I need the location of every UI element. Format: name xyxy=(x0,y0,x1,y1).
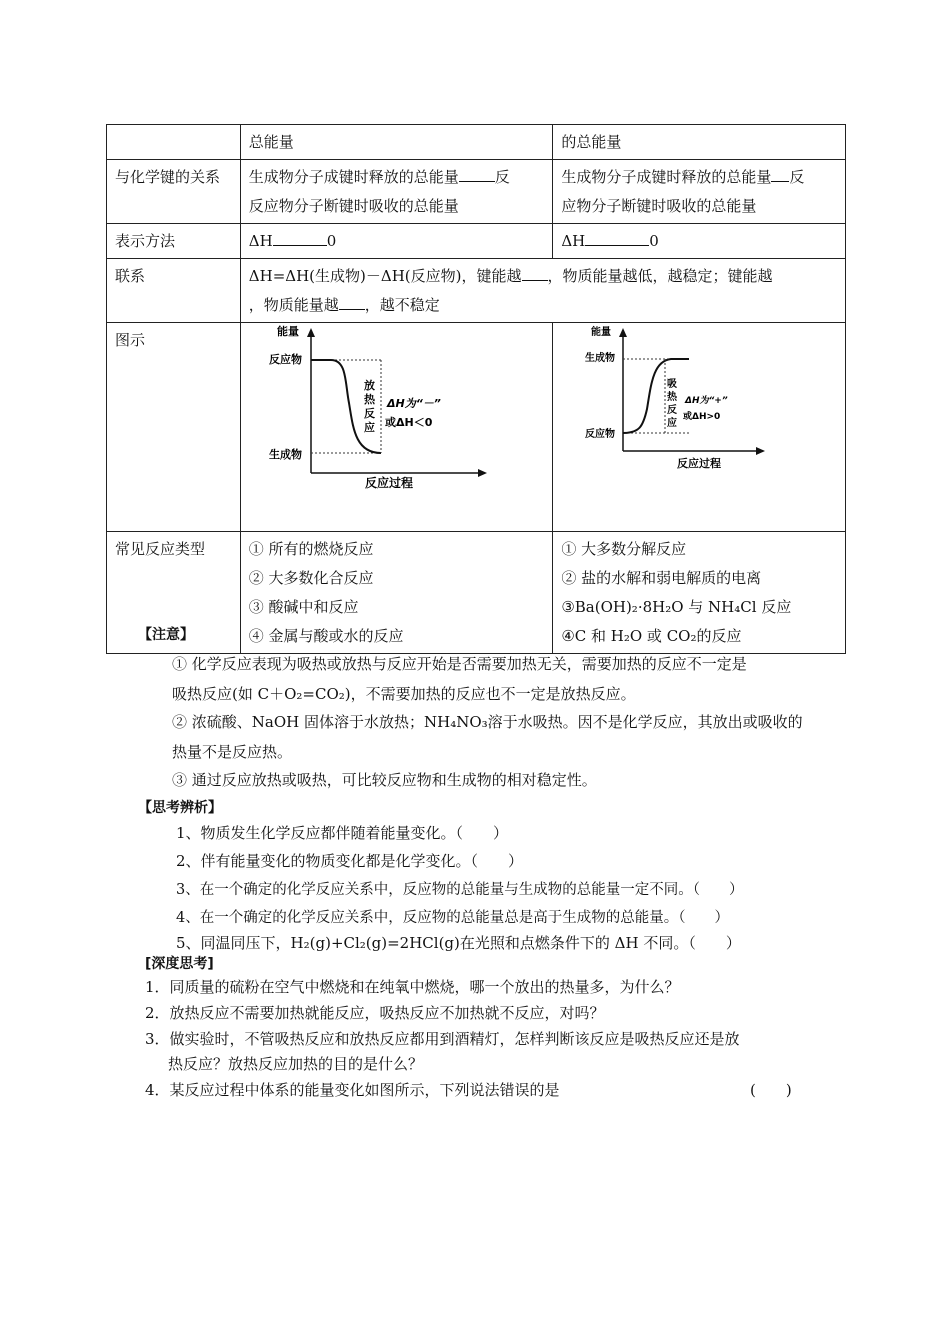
row-label: 常见反应类型 xyxy=(107,532,241,654)
table-row xyxy=(107,259,846,323)
notice-paragraph: ① 化学反应表现为吸热或放热与反应开始是否需要加热无关，需要加热的反应不一定是 xyxy=(172,655,747,673)
table-row xyxy=(107,224,846,259)
list-item: ④ 金属与酸或水的反应 xyxy=(248,627,404,645)
cell-text: 生成物分子成键时释放的总能量 xyxy=(561,168,772,186)
vertical-label-char: 吸 xyxy=(667,379,678,390)
table-cell xyxy=(240,259,845,323)
list-item: ② 大多数化合反应 xyxy=(248,569,374,587)
cell-text: 应物分子断键时吸收的总能量 xyxy=(561,197,757,215)
reactant-label: 反应物 xyxy=(268,353,302,366)
vertical-label-char: 热 xyxy=(667,392,678,403)
list-item: ③ 酸碱中和反应 xyxy=(248,598,359,616)
delta-h-condition: 或ΔH＜0 xyxy=(384,416,433,429)
delta-h-sign: ΔH为“－” xyxy=(386,397,441,410)
notice-paragraph: ③ 通过反应放热或吸热，可比较反应物和生成物的相对稳定性。 xyxy=(172,771,597,789)
think-item: 5、同温同压下，H₂(g)+Cl₂(g)=2HCl(g)在光照和点燃条件下的 ΔH 不同。（ ） xyxy=(176,934,741,952)
table-cell xyxy=(553,532,846,654)
row-label: 图示 xyxy=(107,323,241,532)
list-item: ④C 和 H₂O 或 CO₂的反应 xyxy=(561,627,742,645)
product-label: 生成物 xyxy=(268,448,302,461)
fill-blank[interactable] xyxy=(459,167,495,182)
list-item: ① 所有的燃烧反应 xyxy=(248,540,374,558)
delta-h-sign: ΔH为“+” xyxy=(685,396,728,406)
fill-blank[interactable] xyxy=(339,295,365,310)
cell-text: 反 xyxy=(789,168,805,186)
notice-paragraph: 热量不是反应热。 xyxy=(172,743,293,761)
cell-text: ΔH xyxy=(561,232,586,250)
reactant-label: 反应物 xyxy=(585,429,616,440)
vertical-label-char: 反 xyxy=(363,407,375,420)
delta-h-condition: 或ΔH>0 xyxy=(683,412,721,422)
fill-blank[interactable] xyxy=(273,231,327,246)
cell-text: 生成物分子成键时释放的总能量 xyxy=(248,168,459,186)
cell-text: ，物质能量越低，越稳定；键能越 xyxy=(547,267,773,285)
table-cell: 生成物分子成键时释放的总能量 反 反应物分子断键时吸收的总能量 xyxy=(240,160,553,224)
x-axis-label: 反应过程 xyxy=(364,476,413,490)
deep-question: 3．做实验时，不管吸热反应和放热反应都用到酒精灯，怎样判断该反应是吸热反应还是放 xyxy=(145,1030,740,1048)
table-cell: 总能量 xyxy=(240,125,553,160)
table-row xyxy=(107,532,846,654)
table-cell xyxy=(240,532,553,654)
cell-text: 反应物分子断键时吸收的总能量 xyxy=(248,197,459,215)
row-label: 联系 xyxy=(107,259,241,323)
exothermic-energy-diagram xyxy=(241,323,551,521)
x-axis-label: 反应过程 xyxy=(677,457,722,470)
deep-title: [深度思考] xyxy=(145,956,214,972)
y-axis-label: 能量 xyxy=(276,325,299,338)
notice-title: 【注意】 xyxy=(138,627,194,643)
notice-paragraph: ② 浓硫酸、NaOH 固体溶于水放热；NH₄NO₃溶于水吸热。因不是化学反应，其放出或吸收的 xyxy=(172,713,803,731)
deep-question: 2．放热反应不需要加热就能反应，吸热反应不加热就不反应，对吗？ xyxy=(145,1004,605,1022)
cell-text: ΔH xyxy=(248,232,273,250)
vertical-label-char: 放 xyxy=(363,379,375,392)
comparison-table xyxy=(106,124,846,654)
cell-text: ΔH=ΔH(生成物)－ΔH(反应物)，键能越 xyxy=(248,267,522,285)
vertical-label-char: 热 xyxy=(363,393,375,406)
row-label: 与化学键的关系 xyxy=(107,160,241,224)
product-label: 生成物 xyxy=(585,353,616,364)
think-item: 2、伴有能量变化的物质变化都是化学变化。（ ） xyxy=(176,852,524,870)
list-item: ② 盐的水解和弱电解质的电离 xyxy=(561,569,762,587)
think-item: 4、在一个确定的化学反应关系中，反应物的总能量总是高于生成物的总能量。（ ） xyxy=(176,910,729,926)
row-label: 表示方法 xyxy=(107,224,241,259)
cell-text: 0 xyxy=(649,232,659,250)
endothermic-energy-diagram xyxy=(553,323,828,521)
fill-blank[interactable] xyxy=(585,231,649,246)
cell-text: ，越不稳定 xyxy=(364,296,440,314)
deep-question: 4．某反应过程中体系的能量变化如图所示，下列说法错误的是 xyxy=(145,1081,560,1099)
table-cell xyxy=(107,125,241,160)
deep-question: 热反应？放热反应加热的目的是什么？ xyxy=(168,1055,424,1073)
cell-text: 0 xyxy=(326,232,337,250)
table-cell: 的总能量 xyxy=(553,125,846,160)
think-title: 【思考辨析】 xyxy=(138,800,222,816)
table-cell xyxy=(240,224,553,259)
list-item: ① 大多数分解反应 xyxy=(561,540,687,558)
think-item: 1、物质发生化学反应都伴随着能量变化。（ ） xyxy=(176,824,509,842)
think-item: 3、在一个确定的化学反应关系中，反应物的总能量与生成物的总能量一定不同。（ ） xyxy=(176,882,744,898)
table-cell xyxy=(553,160,846,224)
y-axis-label: 能量 xyxy=(591,327,612,338)
notice-paragraph: 吸热反应(如 C＋O₂=CO₂)，不需要加热的反应也不一定是放热反应。 xyxy=(172,685,636,703)
fill-blank[interactable] xyxy=(522,266,548,281)
fill-blank[interactable] xyxy=(771,167,789,182)
table-row xyxy=(107,323,846,532)
cell-text: ，物质能量越 xyxy=(248,296,339,314)
answer-paren[interactable]: ( ) xyxy=(750,1081,792,1099)
vertical-label-char: 反 xyxy=(667,405,678,416)
table-row xyxy=(107,125,846,160)
diagram-cell-exothermic xyxy=(240,323,553,532)
vertical-label-char: 应 xyxy=(363,421,375,434)
table-cell xyxy=(553,224,846,259)
table-row xyxy=(107,160,846,224)
deep-question: 1．同质量的硫粉在空气中燃烧和在纯氧中燃烧，哪一个放出的热量多，为什么？ xyxy=(145,978,680,996)
diagram-cell-endothermic xyxy=(553,323,846,532)
vertical-label-char: 应 xyxy=(667,418,678,429)
list-item: ③Ba(OH)₂·8H₂O 与 NH₄Cl 反应 xyxy=(561,598,792,616)
